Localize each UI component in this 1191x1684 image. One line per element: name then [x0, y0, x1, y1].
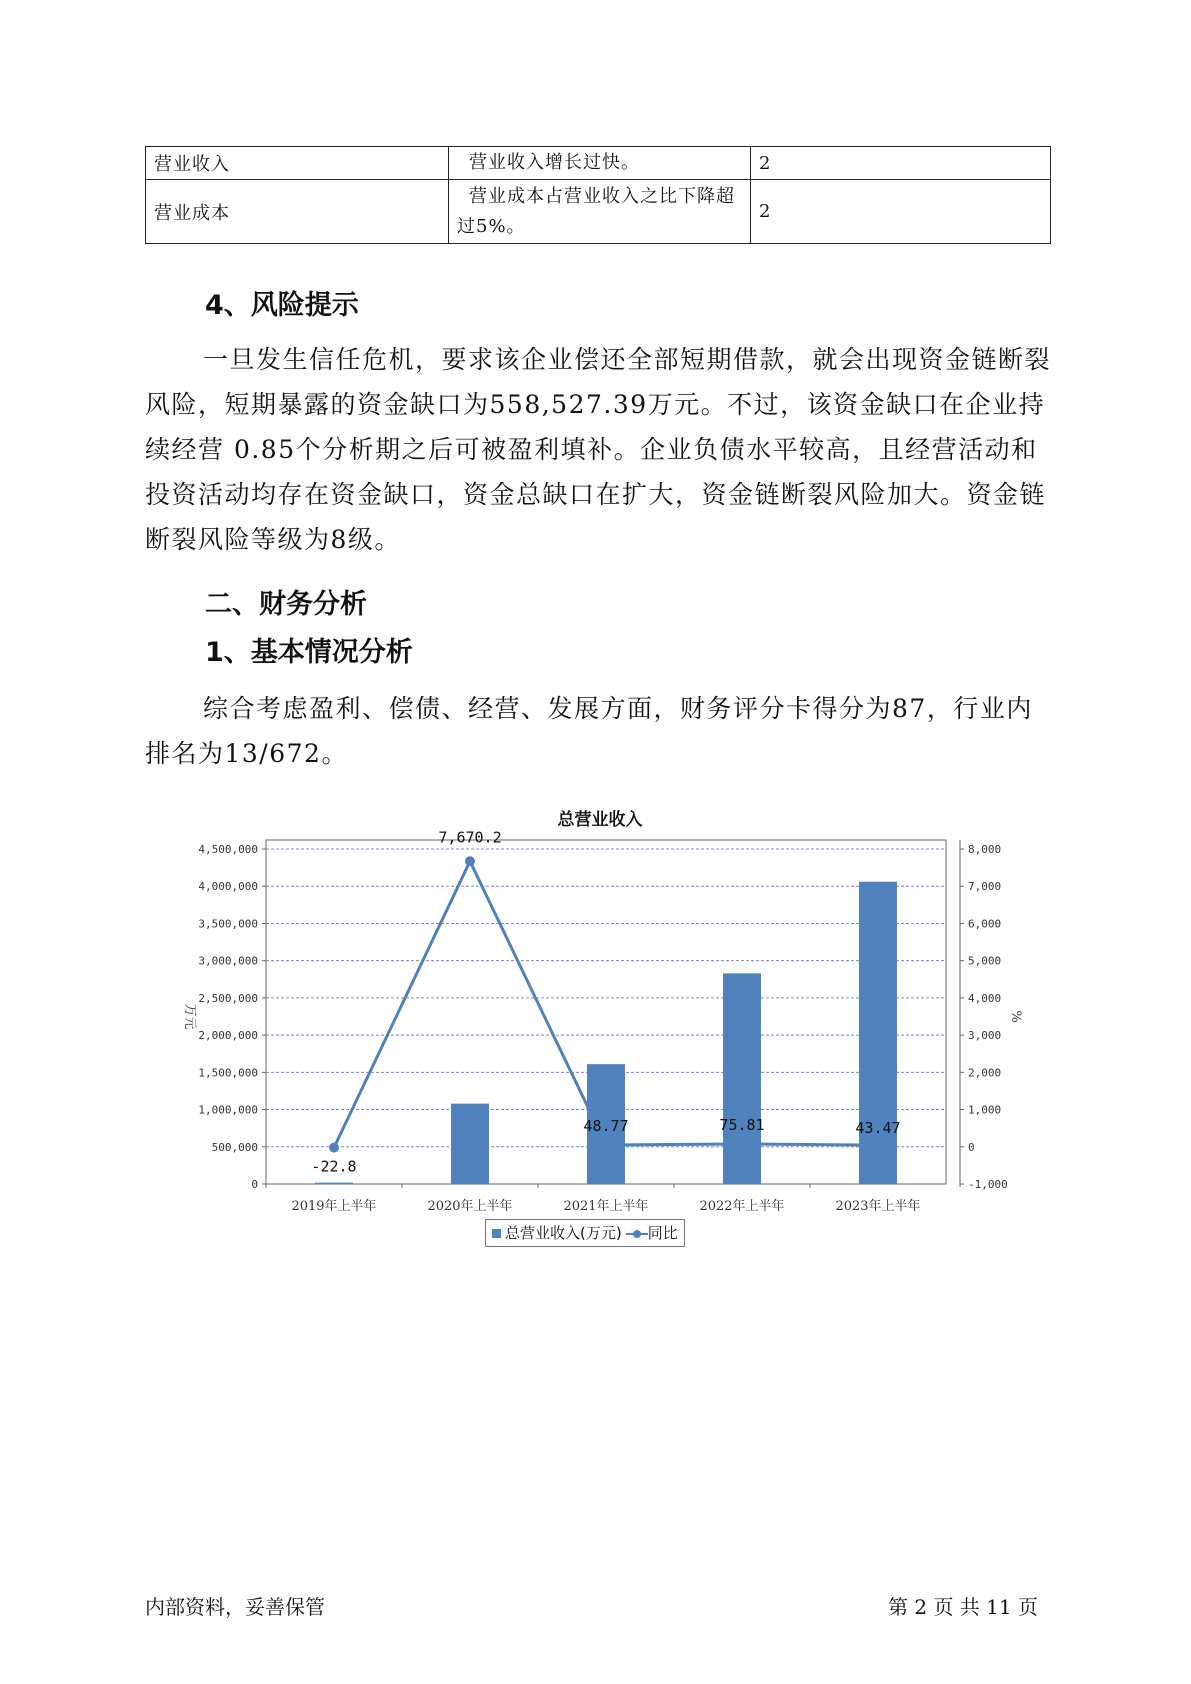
y-tick-label: 3,500,000 — [198, 917, 258, 931]
data-label: -22.8 — [311, 1157, 357, 1176]
y-tick-label: 0 — [251, 1178, 258, 1191]
data-label: 7,670.2 — [438, 830, 502, 847]
line-point — [465, 856, 475, 866]
table-row — [146, 180, 1051, 244]
legend-item-line: 同比 — [647, 1224, 678, 1242]
x-tick-label: 2021年上半年 — [563, 1199, 649, 1214]
y2-tick-label: 5,000 — [968, 954, 1002, 968]
footer-page-number: 第 2 页 共 11 页 — [888, 1595, 1038, 1619]
section-heading: 二、财务分析 — [205, 589, 367, 620]
y-tick-label: 500,000 — [211, 1140, 258, 1154]
data-label: 43.47 — [855, 1119, 901, 1138]
y2-tick-label: 8,000 — [968, 843, 1002, 856]
y-tick-label: 2,500,000 — [198, 991, 258, 1005]
x-tick-label: 2019年上半年 — [291, 1199, 377, 1214]
risk-heading: 4、风险提示 — [205, 290, 359, 321]
chart-legend — [485, 1219, 685, 1247]
risk-paragraph-text: 一旦发生信任危机，要求该企业偿还全部短期借款，就会出现资金链断裂风险，短期暴露的资金缺口为558,527.39万元。不过，该资金缺口在企业持续经营 0.85个分析期之后可被盈利填补。企业负债水平较高，且经营活动和投资活动均存在资金缺口，资金总缺口在扩大，资金链断裂风险加大。资金链断裂风险等级为8级。 — [145, 345, 1052, 554]
revenue-chart — [170, 830, 1030, 1220]
legend-bar-swatch-icon — [492, 1229, 501, 1238]
y2-tick-label: 4,000 — [968, 991, 1002, 1005]
bar — [859, 882, 897, 1184]
line-point — [873, 1140, 883, 1150]
y-tick-label: 2,000,000 — [198, 1029, 258, 1043]
line-point — [737, 1139, 747, 1149]
y2-tick-label: 6,000 — [968, 917, 1002, 931]
bar — [723, 973, 761, 1184]
y2-tick-label: 1,000 — [968, 1103, 1002, 1117]
table-cell-description — [449, 180, 751, 244]
table-cell-score: 2 — [751, 147, 1051, 180]
y-tick-label: 3,000,000 — [198, 954, 258, 968]
description-line: 营业成本占营业收入之比下降超 — [469, 185, 735, 207]
footer-confidential: 内部资料，妥善保管 — [145, 1595, 325, 1619]
table-cell-item: 营业收入 — [146, 147, 449, 180]
table-cell-score: 2 — [751, 180, 1051, 244]
line-point — [601, 1140, 611, 1150]
y2-tick-label: 7,000 — [968, 880, 1002, 894]
legend-line-marker-icon — [626, 1229, 648, 1239]
y-tick-label: 4,500,000 — [198, 843, 258, 856]
x-tick-label: 2023年上半年 — [835, 1199, 921, 1214]
table-row — [146, 147, 1051, 180]
y-tick-label: 1,000,000 — [198, 1103, 258, 1117]
y2-axis-title: % — [1008, 1010, 1023, 1023]
risk-paragraph — [145, 337, 1055, 562]
table-cell-description — [449, 147, 751, 180]
chart-title: 总营业收入 — [557, 810, 643, 830]
bar — [451, 1104, 489, 1184]
data-label: 75.81 — [719, 1115, 765, 1134]
y-tick-label: 4,000,000 — [198, 880, 258, 894]
table-cell-item: 营业成本 — [146, 180, 449, 244]
x-tick-label: 2020年上半年 — [427, 1199, 513, 1214]
y2-tick-label: 0 — [968, 1140, 975, 1154]
y-tick-label: 1,500,000 — [198, 1066, 258, 1080]
data-label: 48.77 — [583, 1116, 629, 1135]
y-axis-title: 万元 — [182, 1003, 197, 1030]
indicator-table — [145, 146, 1051, 244]
subsection-heading: 1、基本情况分析 — [205, 637, 413, 668]
finance-paragraph-text: 综合考虑盈利、偿债、经营、发展方面，财务评分卡得分为87，行业内排名为13/672。 — [145, 694, 1033, 768]
y2-tick-label: -1,000 — [968, 1178, 1008, 1191]
description-line: 过5%。 — [457, 215, 526, 237]
description-line: 营业收入增长过快。 — [469, 152, 640, 173]
finance-paragraph — [145, 686, 1055, 776]
y2-tick-label: 3,000 — [968, 1029, 1002, 1043]
y2-tick-label: 2,000 — [968, 1066, 1002, 1080]
line-point — [329, 1143, 339, 1153]
legend-item-bar: 总营业收入(万元) — [505, 1224, 622, 1242]
x-tick-label: 2022年上半年 — [699, 1199, 785, 1214]
bar — [315, 1183, 353, 1184]
